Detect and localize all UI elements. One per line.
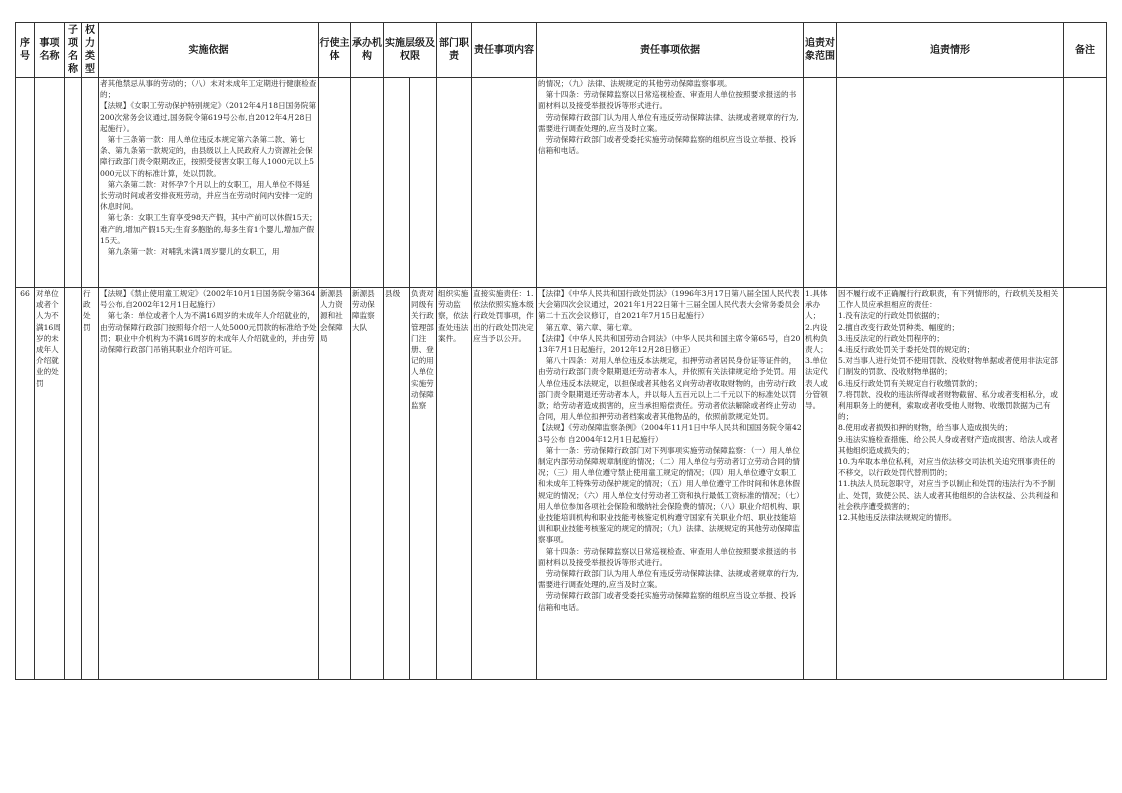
basis-text: 【法规】《禁止使用童工规定》（2002年10月1日国务院令第364号公布,自2002年12月1日起施行） 第七条：单位或者个人为不满16周岁的未成年人介绍就业的，由劳动保障行政部门按照每介绍一人处5000元罚款的标准给予处罚；职业中介机构为不满16周岁的未成年人介绍就业的，并由劳动保障行政部门吊销其职业介绍许可证。 — [100, 289, 317, 355]
header-circumstances: 追责情形 — [837, 23, 1064, 78]
header-power-type: 权力类型 — [82, 23, 99, 78]
dept-duty-cell: 负责对同级有关行政管理部门注册、登记的用人单位实施劳动保障监察 — [410, 288, 437, 680]
resp-basis-cell — [537, 288, 804, 680]
header-subject: 行使主体 — [319, 23, 351, 78]
header-resp-basis: 责任事项依据 — [537, 23, 804, 78]
table-row — [16, 288, 1107, 680]
circumstances-text: 因不履行或不正确履行行政职责，有下列情形的，行政机关及相关工作人员应承担相应的责任： 1.没有法定的行政处罚依据的； 2.擅自改变行政处罚种类、幅度的； 3.违反法定的行政处罚程序的； 4.违反行政处罚关于委托处罚的规定的； 5.对当事人进行处罚不使用罚款、没收财物单据或者使用非法定部门制发的罚款、没收财物单据的； 6.违反行政处罚有关规定自行收缴罚款的； 7.将罚款、没收的违法所得或者财物截留、私分或者变相私分，或利用职务上的便利，索取或者收受他人财物、收缴罚款据为己有的； 8.使用或者损毁扣押的财物，给当事人造成损失的； 9.违法实施检查措施、给公民人身或者财产造成损害、给法人或者其他组织造成损失的； 10.为牟取本单位私利，对应当依法移交司法机关追究刑事责任的不移交，以行政处罚代替刑罚的； 11.执法人员玩忽职守，对应当予以制止和处罚的违法行为不予制止、处罚，致使公民、法人或者其他组织的合法权益、公共利益和社会秩序遭受损害的； 12.其他违反法律法规规定的情形。 — [838, 289, 1059, 523]
note-cell — [1064, 288, 1107, 680]
header-resp-content: 责任事项内容 — [472, 23, 537, 78]
dept-duty-cell: 组织实施劳动监察，依法查处违法案件。 — [437, 288, 472, 680]
level-cell: 县级 — [384, 288, 410, 680]
table-row — [16, 78, 1107, 288]
responsibility-table — [15, 22, 1107, 680]
header-org: 承办机构 — [351, 23, 384, 78]
org-cell: 新源县劳动保障监察大队 — [351, 288, 384, 680]
resp-basis-cell — [537, 78, 804, 288]
seq-cell: 66 — [16, 288, 35, 680]
circumstances-cell — [837, 288, 1064, 680]
scope-text: 1.具体承办人； 2.内设机构负责人； 3.单位法定代表人或分管领导。 — [805, 289, 828, 411]
header-dept: 部门职责 — [437, 23, 472, 78]
header-basis: 实施依据 — [99, 23, 319, 78]
header-scope: 追责对象范围 — [804, 23, 837, 78]
power-type-cell: 行政处罚 — [82, 288, 99, 680]
sub-item-cell — [65, 288, 82, 680]
basis-cell — [99, 78, 319, 288]
subject-cell: 新源县人力资源和社会保障局 — [319, 288, 351, 680]
header-item-name: 事项名称 — [35, 23, 65, 78]
header-seq: 序号 — [16, 23, 35, 78]
resp-content-cell: 直接实施责任：1.依法依照实施本级行政处罚事项，作出的行政处罚决定应当予以公开。 — [472, 288, 537, 680]
header-sub-item: 子项名称 — [65, 23, 82, 78]
item-name-cell: 对单位或者个人为不满16周岁的未成年人介绍就业的处罚 — [35, 288, 65, 680]
header-level: 实施层级及权限 — [384, 23, 437, 78]
basis-cell — [99, 288, 319, 680]
header-note: 备注 — [1064, 23, 1107, 78]
header-row — [16, 23, 1107, 78]
scope-cell — [804, 288, 837, 680]
resp-basis-text: 的情况；（九）法律、法规规定的其他劳动保障监察事项。 第十四条：劳动保障监察以日常巡视检查、审查用人单位按照要求报送的书面材料以及接受举报投诉等形式进行。 劳动保障行政部门认为用人单位有违反劳动保障法律、法规或者规章的行为,需要进行调查处理的,应当及时立案。 劳动保障行政部门或者受委托实施劳动保障监察的组织应当设立举报、投诉信箱和电话。 — [538, 79, 799, 156]
resp-basis-text: 【法律】《中华人民共和国行政处罚法》（1996年3月17日第八届全国人民代表大会第四次会议通过，2021年1月22日第十三届全国人民代表大会常务委员会第二十五次会议修订，自2021年7月15日起施行） 第五章、第六章、第七章。 【法律】《中华人民共和国劳动合同法》（中华人民共和国主席令第65号，自2013年7月1日起施行，2012年12月28日修正） 第八十四条：对用人单位违反本法规定，扣押劳动者居民身份证等证件的，由劳动行政部门责令限期退还劳动者本人，并依照有关法律规定给予处罚。用人单位违反本法规定，以担保或者其他名义向劳动者收取财物的，由劳动行政部门责令限期退还劳动者本人，并以每人五百元以上二千元以下的标准处以罚款；给劳动者造成损害的，应当承担赔偿责任。劳动者依法解除或者终止劳动合同，用人单位扣押劳动者档案或者其他物品的，依照前款规定处罚。 【法规】《劳动保障监察条例》（2004年11月1日中华人民共和国国务院令第423号公布 自2004年12月1日起施行） 第十一条：劳动保障行政部门对下列事项实施劳动保障监察：（一）用人单位制定内部劳动保障规章制度的情况；（二）用人单位与劳动者订立劳动合同的情况；（三）用人单位遵守禁止使用童工规定的情况；（四）用人单位遵守女职工和未成年工特殊劳动保护规定的情况；（五）用人单位遵守工作时间和休息休假规定的情况；（六）用人单位支付劳动者工资和执行最低工资标准的情况；（七）用人单位参加各项社会保险和缴纳社会保险费的情况；（八）职业介绍机构、职业技能培训机构和职业技能考核鉴定机构遵守国家有关职业介绍、职业技能培训和职业技能考核鉴定的规定的情况；（九）法律、法规规定的其他劳动保障监察事项。 第十四条：劳动保障监察以日常巡视检查、审查用人单位按照要求报送的书面材料以及接受举报投诉等形式进行。 劳动保障行政部门认为用人单位有违反劳动保障法律、法规或者规章的行为,需要进行调查处理的,应当及时立案。 劳动保障行政部门或者受委托实施劳动保障监察的组织应当设立举报、投诉信箱和电话。 — [538, 289, 802, 612]
basis-text: 者其他禁忌从事的劳动的；（八）未对未成年工定期进行健康检查的； 【法规】《女职工劳动保护特别规定》（2012年4月18日国务院第200次常务会议通过,国务院令第619号公布,自2012年4月28日起施行）。 第十三条第一款：用人单位违反本规定第六条第二款、第七条、第九条第一款规定的，由县级以上人民政府人力资源社会保障行政部门责令限期改正，按照受侵害女职工每人1000元以上5000元以下的标准计算，处以罚款。 第六条第二款：对怀孕7个月以上的女职工，用人单位不得延长劳动时间或者安排夜班劳动，并应当在劳动时间内安排一定的休息时间。 第七条：女职工生育享受98天产假，其中产前可以休假15天；难产的,增加产假15天;生育多胞胎的,每多生育1个婴儿,增加产假15天。 第九条第一款：对哺乳未满1周岁婴儿的女职工，用 — [100, 79, 317, 257]
